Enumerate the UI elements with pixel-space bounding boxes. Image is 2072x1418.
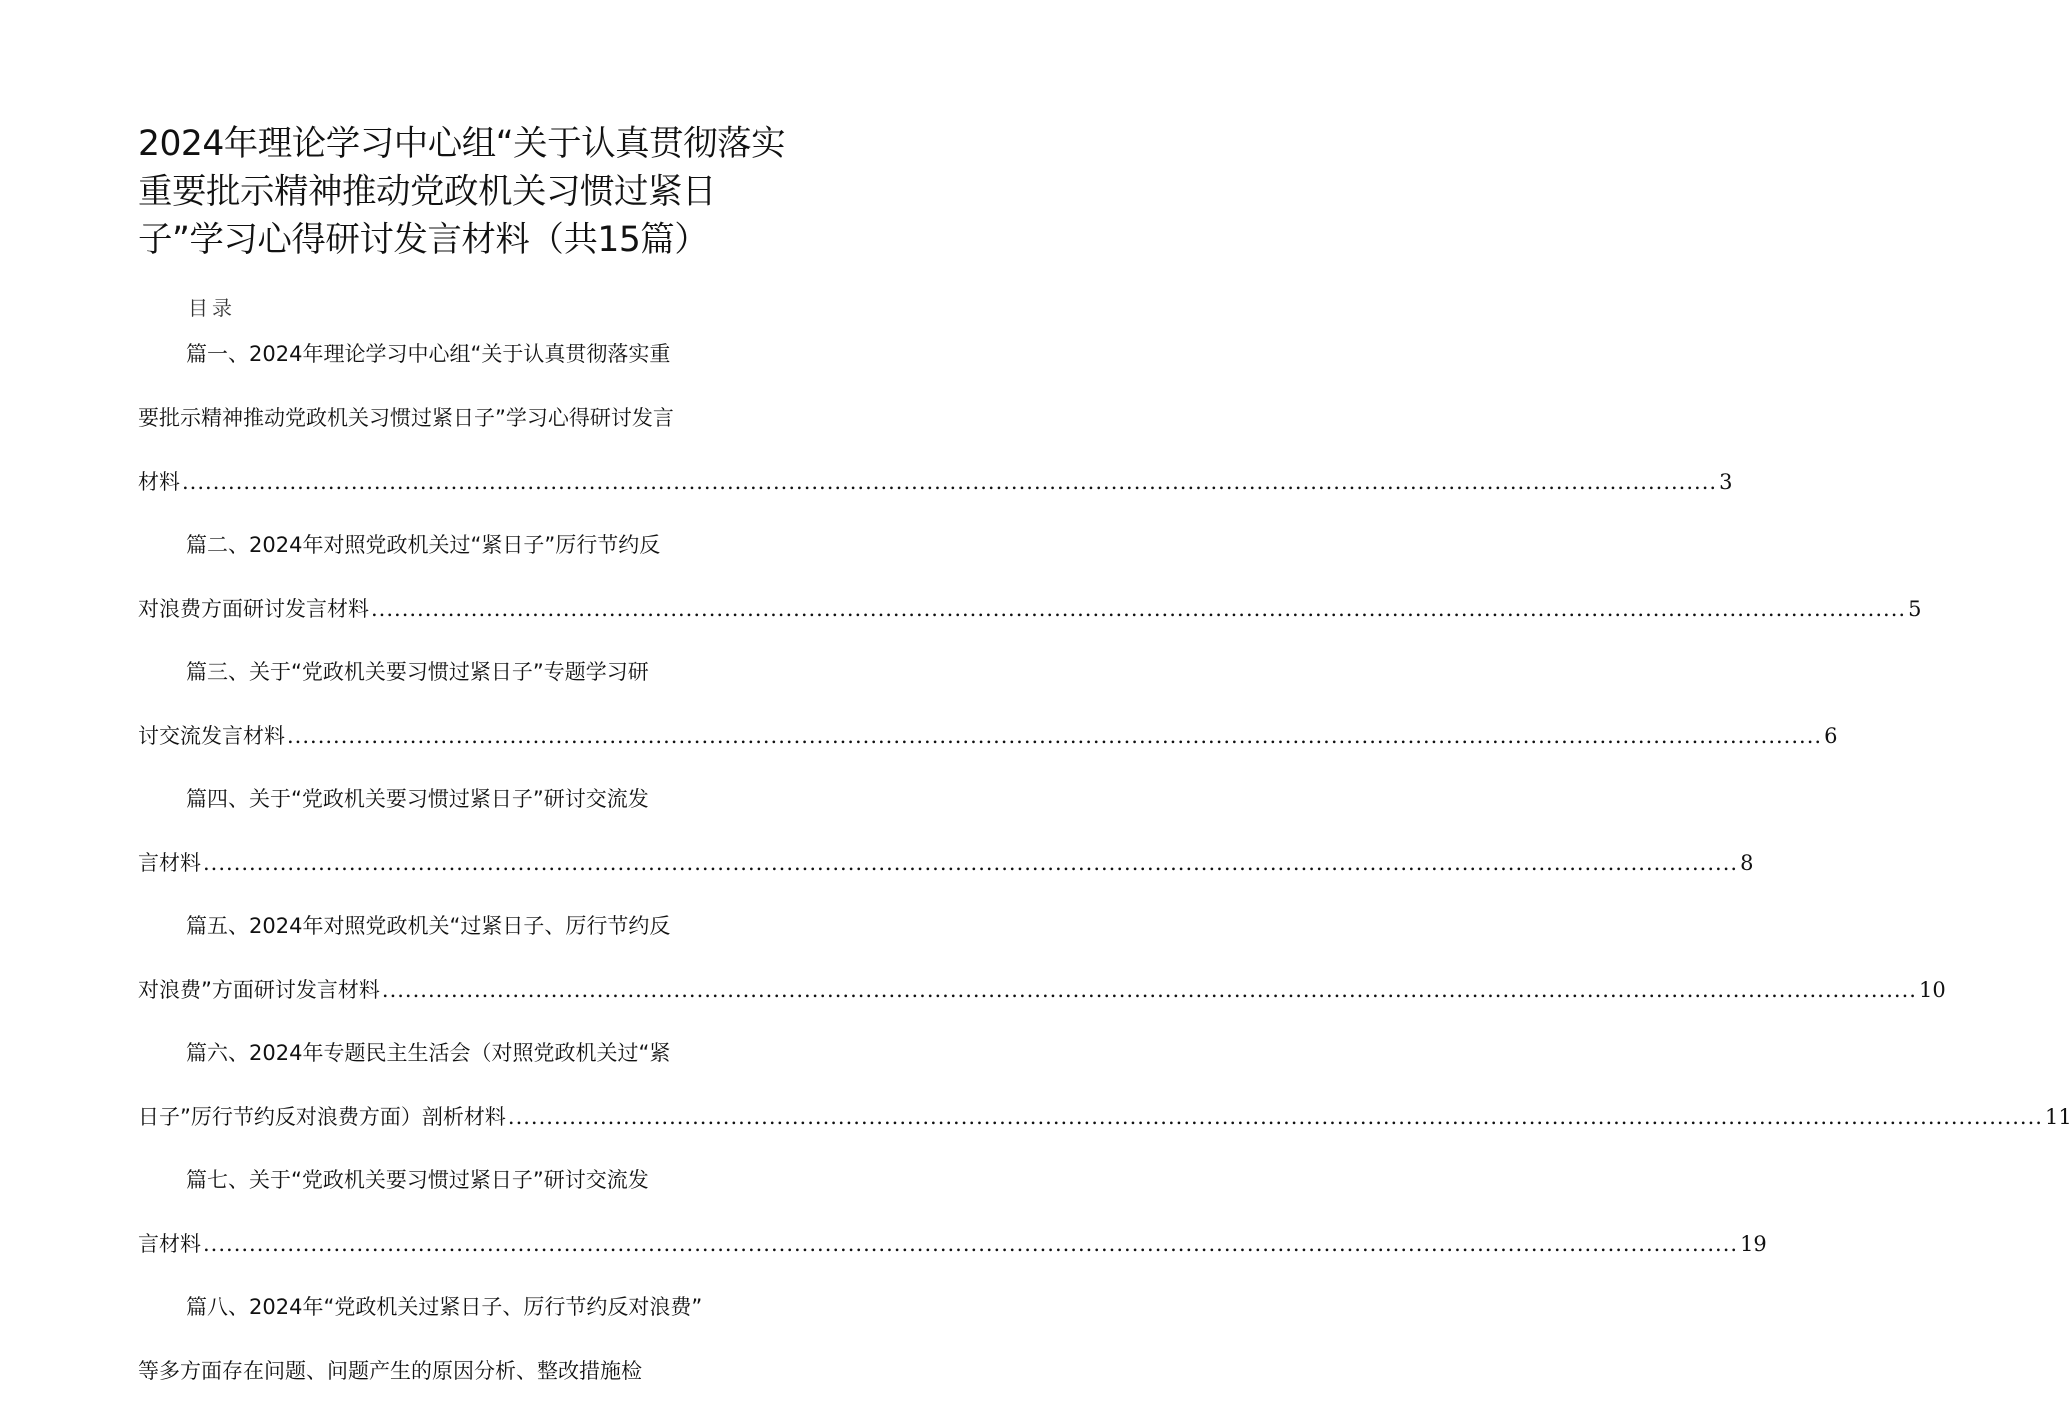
toc-line bbox=[138, 783, 778, 815]
toc-entry-text: 篇八、2024年“党政机关过紧日子、厉行节约反对浪费” bbox=[186, 1295, 703, 1319]
toc-line bbox=[138, 910, 778, 942]
toc-entry[interactable] bbox=[138, 1291, 778, 1387]
toc-entry-text: 篇四、关于“党政机关要习惯过紧日子”研讨交流发 bbox=[186, 787, 649, 811]
toc-line bbox=[138, 338, 778, 370]
toc-entry[interactable] bbox=[138, 1164, 1767, 1260]
toc-leader-dots: ........................................................................................................................................................................................................ bbox=[287, 724, 1823, 748]
toc-entry[interactable] bbox=[138, 656, 1838, 752]
toc-entry-text: 篇三、关于“党政机关要习惯过紧日子”专题学习研 bbox=[186, 660, 649, 684]
toc-page-number: 3 bbox=[1719, 470, 1733, 494]
toc-page-number: 19 bbox=[1740, 1232, 1767, 1256]
toc-page-number: 6 bbox=[1824, 724, 1838, 748]
toc-entry-text: 讨交流发言材料 bbox=[138, 724, 285, 748]
toc-entry-text: 篇一、2024年理论学习中心组“关于认真贯彻落实重 bbox=[186, 342, 671, 366]
toc-entry[interactable] bbox=[138, 529, 1922, 625]
toc-line bbox=[138, 1037, 778, 1069]
toc-entry-text: 等多方面存在问题、问题产生的原因分析、整改措施检 bbox=[138, 1359, 642, 1383]
toc-line bbox=[138, 720, 1838, 752]
toc-leader-dots: ........................................................................................................................................................................................................ bbox=[381, 978, 1917, 1002]
toc-entry-text: 言材料 bbox=[138, 851, 201, 875]
toc-line bbox=[138, 466, 1733, 498]
toc-entry-text: 对浪费”方面研讨发言材料 bbox=[138, 978, 380, 1002]
document-title: 2024年理论学习中心组“关于认真贯彻落实重要批示精神推动党政机关习惯过紧日子”学习心得研讨发言材料（共15篇） bbox=[138, 124, 786, 260]
toc-entry-text: 言材料 bbox=[138, 1232, 201, 1256]
toc-entry[interactable] bbox=[138, 338, 1733, 498]
toc-line bbox=[138, 1228, 1767, 1260]
toc-page-number: 11 bbox=[2044, 1105, 2072, 1129]
toc-entry-text: 篇五、2024年对照党政机关“过紧日子、厉行节约反 bbox=[186, 914, 671, 938]
toc-heading: 目录 bbox=[188, 296, 236, 320]
toc-leader-dots: ........................................................................................................................................................................................................ bbox=[371, 597, 1907, 621]
toc-line bbox=[138, 974, 1946, 1006]
toc-entry[interactable] bbox=[138, 910, 1946, 1006]
toc-line bbox=[138, 656, 778, 688]
toc-page-number: 5 bbox=[1908, 597, 1922, 621]
toc-entry-text: 要批示精神推动党政机关习惯过紧日子”学习心得研讨发言 bbox=[138, 406, 674, 430]
table-of-contents bbox=[138, 338, 2072, 1418]
toc-page-number: 8 bbox=[1740, 851, 1754, 875]
toc-entry-text: 篇六、2024年专题民主生活会（对照党政机关过“紧 bbox=[186, 1041, 671, 1065]
toc-leader-dots: ........................................................................................................................................................................................................ bbox=[203, 1232, 1739, 1256]
toc-entry-text: 日子”厉行节约反对浪费方面）剖析材料 bbox=[138, 1105, 506, 1129]
toc-line bbox=[138, 402, 778, 434]
toc-entry-text: 材料 bbox=[138, 470, 180, 494]
toc-leader-dots: ........................................................................................................................................................................................................ bbox=[203, 851, 1739, 875]
toc-line bbox=[138, 1355, 778, 1387]
toc-line bbox=[138, 593, 1922, 625]
toc-entry-text: 对浪费方面研讨发言材料 bbox=[138, 597, 369, 621]
toc-line bbox=[138, 847, 1754, 879]
toc-line bbox=[138, 1101, 2072, 1133]
toc-leader-dots: ........................................................................................................................................................................................................ bbox=[507, 1105, 2043, 1129]
toc-leader-dots: ........................................................................................................................................................................................................ bbox=[182, 470, 1718, 494]
toc-page-number: 10 bbox=[1918, 978, 1946, 1002]
toc-line bbox=[138, 1291, 778, 1323]
toc-entry[interactable] bbox=[138, 1037, 2072, 1133]
toc-entry[interactable] bbox=[138, 783, 1754, 879]
toc-line bbox=[138, 529, 778, 561]
toc-entry-text: 篇二、2024年对照党政机关过“紧日子”厉行节约反 bbox=[186, 533, 661, 557]
toc-line bbox=[138, 1164, 778, 1196]
toc-entry-text: 篇七、关于“党政机关要习惯过紧日子”研讨交流发 bbox=[186, 1168, 649, 1192]
